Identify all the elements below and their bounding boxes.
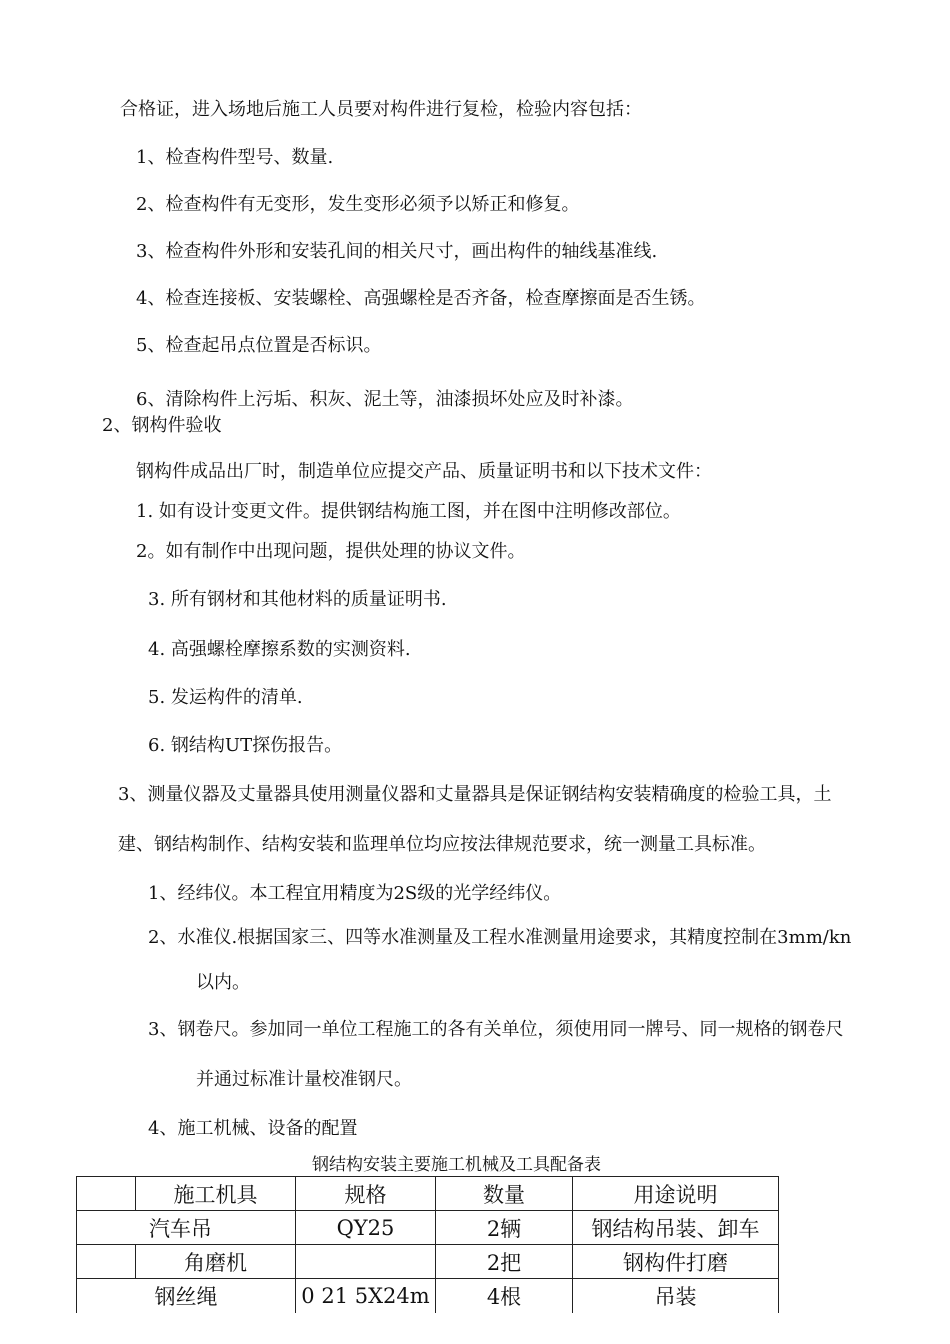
list-item: 6、清除构件上污垢、积灰、泥土等，油漆损坏处应及时补漆。 — [136, 389, 634, 410]
table-row — [77, 1245, 779, 1279]
table-cell: 2辆 — [436, 1211, 573, 1245]
table-header-cell: 数量 — [436, 1177, 573, 1211]
list-item: 1. 如有设计变更文件。提供钢结构施工图，并在图中注明修改部位。 — [136, 501, 681, 522]
list-item: 4. 高强螺栓摩擦系数的实测资料. — [148, 639, 411, 660]
table-cell: 4根 — [436, 1279, 573, 1313]
table-cell: 角磨机 — [136, 1245, 296, 1279]
table-cell: 吊装 — [573, 1279, 779, 1313]
table-cell: 钢结构吊装、卸车 — [573, 1211, 779, 1245]
section-heading: 2、钢构件验收 — [102, 415, 222, 436]
list-item: 1、经纬仪。本工程宜用精度为2S级的光学经纬仪。 — [148, 883, 562, 904]
list-item: 3、检查构件外形和安装孔间的相关尺寸，画出构件的轴线基准线. — [136, 241, 658, 262]
table-cell: 钢构件打磨 — [573, 1245, 779, 1279]
list-item: 2、检查构件有无变形，发生变形必须予以矫正和修复。 — [136, 194, 580, 215]
list-item: 6. 钢结构UT探伤报告。 — [148, 735, 343, 756]
list-item: 1、检查构件型号、数量. — [136, 147, 334, 168]
list-item: 2。如有制作中出现问题，提供处理的协议文件。 — [136, 541, 526, 562]
table-header-cell: 用途说明 — [573, 1177, 779, 1211]
paragraph: 建、钢结构制作、结构安装和监理单位均应按法律规范要求，统一测量工具标准。 — [118, 834, 766, 855]
table-cell: 0 21 5X24m — [296, 1279, 436, 1313]
paragraph: 钢构件成品出厂时，制造单位应提交产品、质量证明书和以下技术文件： — [136, 461, 712, 482]
list-item-continuation: 并通过标准计量校准钢尺。 — [196, 1069, 412, 1090]
table-header-cell: 规格 — [296, 1177, 436, 1211]
table-header-cell: 施工机具 — [136, 1177, 296, 1211]
list-item: 4、施工机械、设备的配置 — [148, 1118, 358, 1139]
table-cell: 汽车吊 — [77, 1211, 296, 1245]
list-item: 4、检查连接板、安装螺栓、高强螺栓是否齐备，检查摩擦面是否生锈。 — [136, 288, 706, 309]
section-heading: 3、测量仪器及丈量器具使用测量仪器和丈量器具是保证钢结构安装精确度的检验工具，土 — [118, 784, 832, 805]
table-cell — [296, 1245, 436, 1279]
table-cell: QY25 — [296, 1211, 436, 1245]
list-item: 3、钢卷尺。参加同一单位工程施工的各有关单位，须使用同一牌号、同一规格的钢卷尺 — [148, 1019, 844, 1040]
list-item: 2、水准仪.根据国家三、四等水准测量及工程水准测量用途要求，其精度控制在3mm/kn — [148, 927, 852, 948]
table-header-row — [77, 1177, 779, 1211]
table-row — [77, 1279, 779, 1313]
equipment-table — [76, 1176, 779, 1313]
table-cell-blank — [77, 1245, 136, 1279]
table-caption: 钢结构安装主要施工机械及工具配备表 — [312, 1155, 601, 1175]
table-cell-blank — [77, 1177, 136, 1211]
table-cell: 2把 — [436, 1245, 573, 1279]
table-cell: 钢丝绳 — [77, 1279, 296, 1313]
table-row — [77, 1211, 779, 1245]
list-item: 5、检查起吊点位置是否标识。 — [136, 335, 382, 356]
paragraph-intro: 合格证，进入场地后施工人员要对构件进行复检，检验内容包括： — [120, 99, 642, 120]
list-item: 3. 所有钢材和其他材料的质量证明书. — [148, 589, 447, 610]
list-item: 5. 发运构件的清单. — [148, 687, 303, 708]
list-item-continuation: 以内。 — [196, 972, 250, 993]
